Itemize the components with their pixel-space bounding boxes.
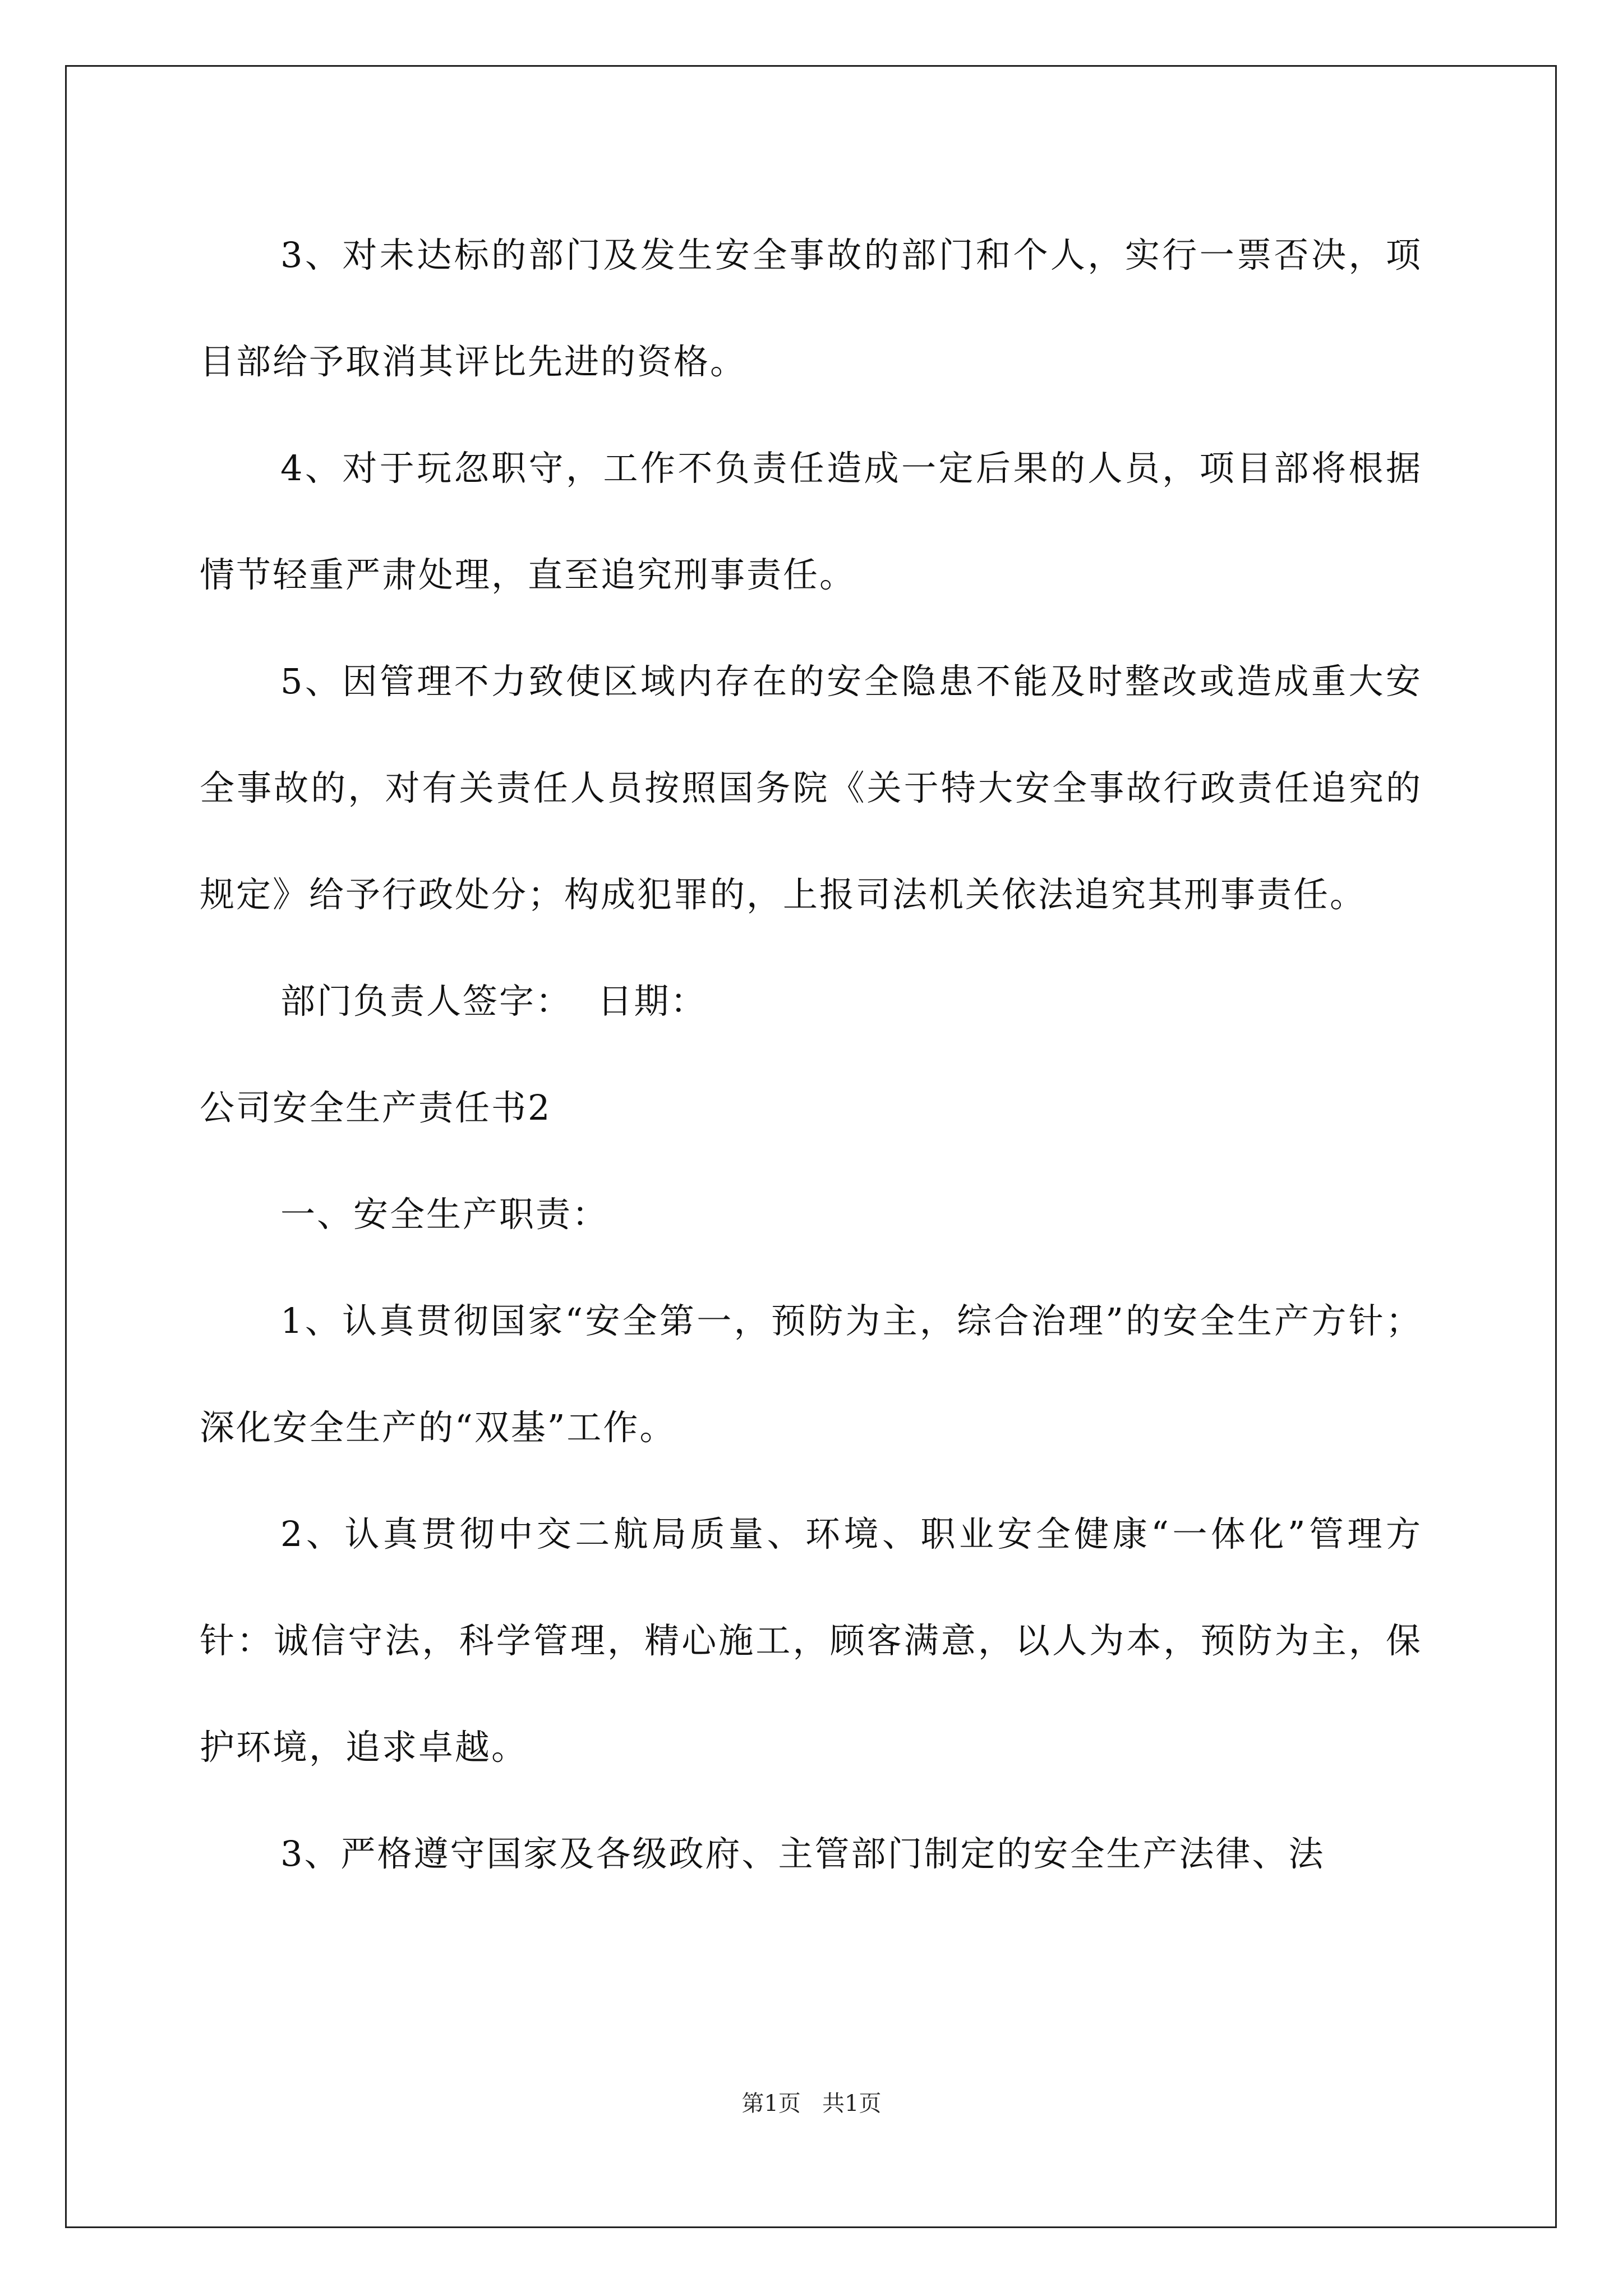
paragraph-clause-5: 5、因管理不力致使区域内存在的安全隐患不能及时整改或造成重大安全事故的，对有关责任人员按照国务院《关于特大安全事故行政责任追究的规定》给予行政处分；构成犯罪的，上报司法机关依法追究其刑事责任。 (200, 661, 1422, 915)
section-heading: 一、安全生产职责： (280, 1194, 609, 1235)
section-title: 公司安全生产责任书2 (200, 1087, 552, 1128)
paragraph-clause-3: 3、对未达标的部门及发生安全事故的部门和个人，实行一票否决，项目部给予取消其评比先进的资格。 (200, 234, 1422, 382)
page-footer: 第1页 共1页 (741, 2091, 882, 2116)
paragraph-duty-3: 3、严格遵守国家及各级政府、主管部门制定的安全生产法律、法 (280, 1833, 1325, 1874)
paragraph-duty-1: 1、认真贯彻国家“安全第一，预防为主，综合治理”的安全生产方针；深化安全生产的“双基”工作。 (200, 1300, 1422, 1448)
signature-line: 部门负责人签字： 日期： (280, 981, 707, 1022)
paragraph-duty-2: 2、认真贯彻中交二航局质量、环境、职业安全健康“一体化”管理方针：诚信守法，科学管理，精心施工，顾客满意，以人为本，预防为主，保护环境，追求卓越。 (200, 1513, 1422, 1768)
paragraph-clause-4: 4、对于玩忽职守，工作不负责任造成一定后果的人员，项目部将根据情节轻重严肃处理，直至追究刑事责任。 (200, 448, 1422, 595)
document-body (200, 202, 1422, 1907)
